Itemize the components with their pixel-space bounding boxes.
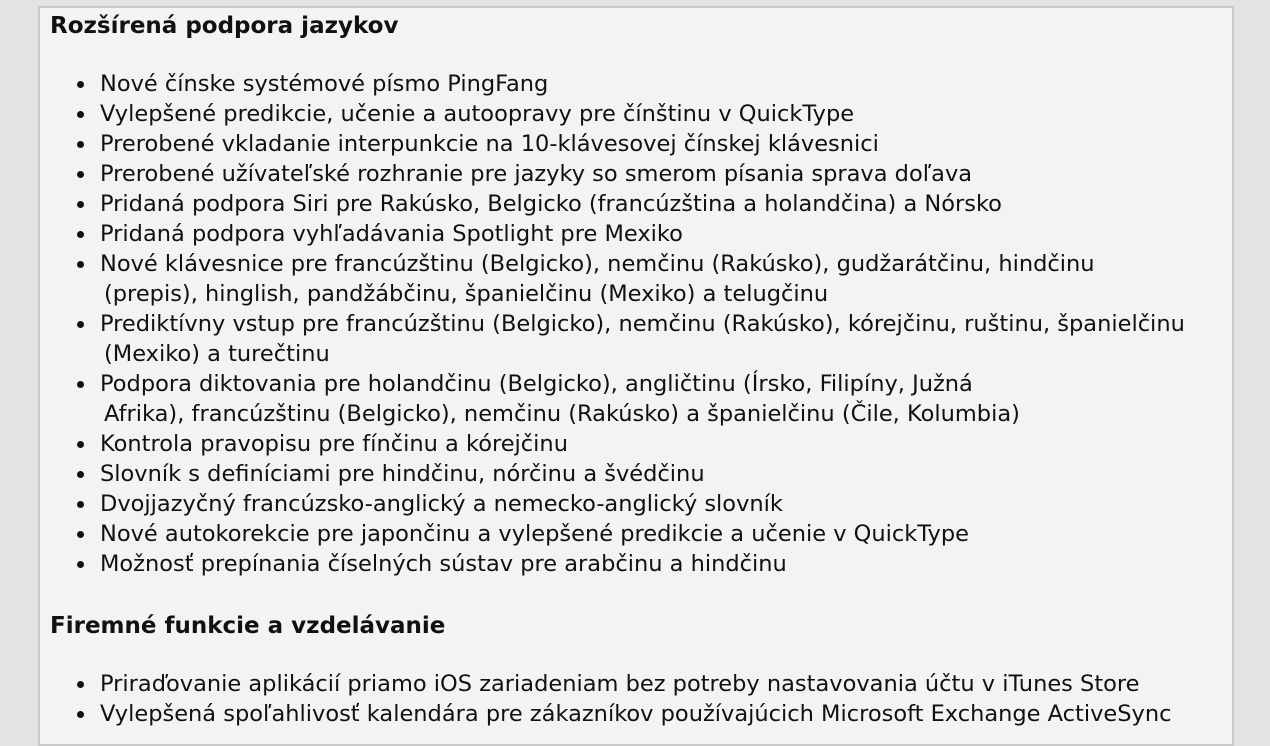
- list-item-text: Prerobené vkladanie interpunkcie na 10-klávesovej čínskej klávesnici: [100, 131, 879, 157]
- bullet-icon: [77, 531, 84, 538]
- list-item: [40, 459, 1185, 489]
- list-item-text: Nové klávesnice pre francúzštinu (Belgicko), nemčinu (Rakúsko), gudžarátčinu, hindčinu: [100, 251, 1095, 277]
- list-item-text: Prerobené užívateľské rozhranie pre jazyky so smerom písania sprava doľava: [100, 161, 973, 187]
- bullet-icon: [77, 231, 84, 238]
- language-features-list: [40, 69, 1185, 579]
- list-item: [40, 429, 1185, 459]
- bullet-icon: [77, 381, 84, 388]
- release-notes-panel: [38, 6, 1234, 746]
- list-item: [40, 219, 1185, 249]
- list-item: [40, 369, 1185, 429]
- bullet-icon: [77, 111, 84, 118]
- list-item: [40, 699, 1172, 729]
- list-item: [40, 669, 1172, 699]
- list-item-text: Nové autokorekcie pre japončinu a vylepšené predikcie a učenie v QuickType: [100, 521, 969, 547]
- list-item: [40, 489, 1185, 519]
- list-item: [40, 159, 1185, 189]
- list-item: [40, 69, 1185, 99]
- list-item-text: Pridaná podpora vyhľadávania Spotlight pre Mexiko: [100, 221, 683, 247]
- bullet-icon: [77, 201, 84, 208]
- list-item-text: Prediktívny vstup pre francúzštinu (Belgicko), nemčinu (Rakúsko), kórejčinu, ruštinu, španielčinu: [100, 311, 1185, 337]
- list-item-text: Dvojjazyčný francúzsko-anglický a nemecko-anglický slovník: [100, 491, 783, 517]
- list-item-text-continuation: (Mexiko) a turečtinu: [104, 341, 330, 367]
- bullet-icon: [77, 171, 84, 178]
- bullet-icon: [77, 681, 84, 688]
- list-item-text: Podpora diktovania pre holandčinu (Belgicko), angličtinu (Írsko, Filipíny, Južná: [100, 371, 973, 397]
- list-item-text: Nové čínske systémové písmo PingFang: [100, 71, 549, 97]
- list-item: [40, 249, 1185, 309]
- list-item-text: Pridaná podpora Siri pre Rakúsko, Belgicko (francúzština a holandčina) a Nórsko: [100, 191, 1002, 217]
- list-item-text: Priraďovanie aplikácií priamo iOS zariadeniam bez potreby nastavovania účtu v iTunes Store: [100, 671, 1140, 697]
- bullet-icon: [77, 561, 84, 568]
- list-item: [40, 129, 1185, 159]
- list-item-text: Vylepšená spoľahlivosť kalendára pre zákazníkov používajúcich Microsoft Exchange ActiveSync: [100, 701, 1172, 727]
- section-heading-enterprise: Firemné funkcie a vzdelávanie: [50, 613, 446, 639]
- bullet-icon: [77, 501, 84, 508]
- list-item-text: Kontrola pravopisu pre fínčinu a kórejčinu: [100, 431, 568, 457]
- section-heading-languages: Rozšírená podpora jazykov: [50, 13, 399, 39]
- list-item: [40, 309, 1185, 369]
- list-item-text-continuation: Afrika), francúzštinu (Belgicko), nemčinu (Rakúsko) a španielčinu (Čile, Kolumbia): [104, 401, 1020, 427]
- list-item-text: Vylepšené predikcie, učenie a autoopravy pre čínštinu v QuickType: [100, 101, 855, 127]
- list-item: [40, 189, 1185, 219]
- list-item: [40, 99, 1185, 129]
- list-item-text: Slovník s definíciami pre hindčinu, nórčinu a švédčinu: [100, 461, 705, 487]
- bullet-icon: [77, 471, 84, 478]
- enterprise-features-list: [40, 669, 1172, 729]
- list-item-text-continuation: (prepis), hinglish, pandžábčinu, španielčinu (Mexiko) a telugčinu: [104, 281, 829, 307]
- bullet-icon: [77, 261, 84, 268]
- list-item: [40, 519, 1185, 549]
- bullet-icon: [77, 441, 84, 448]
- list-item: [40, 549, 1185, 579]
- bullet-icon: [77, 81, 84, 88]
- list-item-text: Možnosť prepínania číselných sústav pre arabčinu a hindčinu: [100, 551, 787, 577]
- bullet-icon: [77, 321, 84, 328]
- bullet-icon: [77, 141, 84, 148]
